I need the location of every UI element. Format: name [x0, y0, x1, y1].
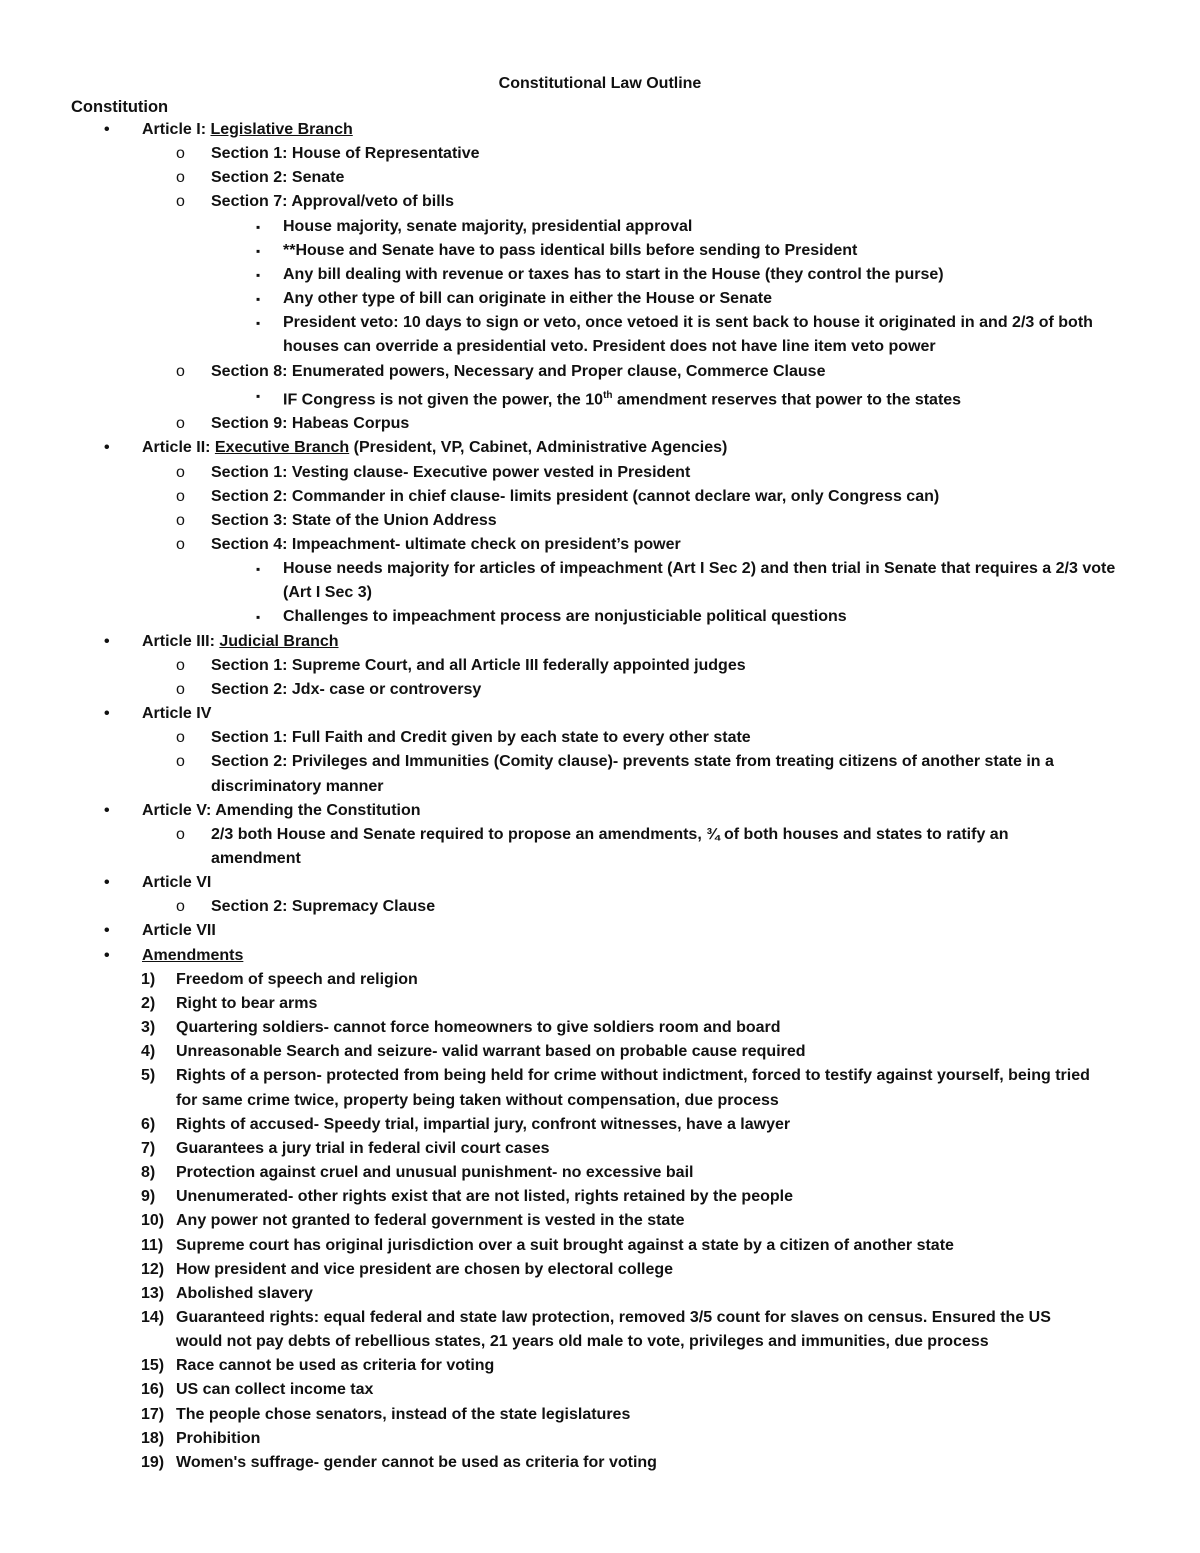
amendment-text: US can collect income tax	[176, 1381, 374, 1399]
amendment-number: 9)	[141, 1188, 156, 1206]
amendment-text: Protection against cruel and unusual punishment- no excessive bail	[176, 1164, 694, 1182]
amendment-text: Prohibition	[176, 1429, 261, 1447]
amendment-text: Any power not granted to federal government is vested in the state	[176, 1212, 685, 1230]
section-item: o Section 1: House of Representative	[0, 142, 1200, 166]
amendment-number: 15)	[141, 1357, 165, 1375]
amendment-number: 3)	[141, 1019, 156, 1037]
amendment-number: 17)	[141, 1405, 165, 1423]
section-item: o Section 3: State of the Union Address	[0, 509, 1200, 533]
amendment-text: Unenumerated- other rights exist that are not listed, rights retained by the people	[176, 1188, 793, 1206]
amendment-number: 12)	[141, 1260, 165, 1278]
amendment-number: 6)	[141, 1115, 156, 1133]
amendment-text: Rights of accused- Speedy trial, impartial jury, confront witnesses, have a lawyer	[176, 1115, 791, 1133]
document-title: Constitutional Law Outline	[498, 75, 702, 92]
amendment-item	[0, 1016, 1200, 1040]
article-label: Article III:	[142, 632, 220, 650]
amendment-text: Guarantees a jury trial in federal civil court cases	[176, 1139, 550, 1157]
amendment-item	[0, 1403, 1200, 1427]
amendment-text: Guaranteed rights: equal federal and state law protection, removed 3/5 count for slaves on census. Ensured the US would not pay debts of rebellious states, 21 years old male to vote, privileges and immunities, due process	[176, 1308, 1051, 1351]
bullet-item: ▪ **House and Senate have to pass identical bills before sending to President	[0, 239, 1200, 263]
bullet-item: ▪ House majority, senate majority, presidential approval	[0, 215, 1200, 239]
amendment-text: The people chose senators, instead of the state legislatures	[176, 1405, 631, 1423]
amendment-item	[0, 1354, 1200, 1378]
amendment-number: 16)	[141, 1381, 165, 1399]
amendment-number: 7)	[141, 1139, 156, 1157]
bullet-item: ▪ House needs majority for articles of impeachment (Art I Sec 2) and then trial in Senate that requires a 2/3 vote (Art I Sec 3)	[0, 557, 1200, 605]
section-item: o Section 2: Senate	[0, 166, 1200, 190]
amendment-number: 1)	[141, 970, 156, 988]
article-topic: Executive Branch	[214, 439, 350, 457]
article-3	[0, 630, 1200, 654]
amendment-item	[0, 1282, 1200, 1306]
amendment-number: 5)	[141, 1067, 156, 1085]
superscript: th	[603, 389, 613, 401]
section-item: o Section 2: Jdx- case or controversy	[0, 678, 1200, 702]
amendment-text: Abolished slavery	[176, 1284, 313, 1302]
amendment-item	[0, 1113, 1200, 1137]
amendment-item	[0, 992, 1200, 1016]
amendment-number: 11)	[141, 1236, 164, 1254]
article-2	[0, 436, 1200, 460]
amendment-item	[0, 1427, 1200, 1451]
amendment-text: Race cannot be used as criteria for voting	[176, 1357, 495, 1375]
amendment-text: How president and vice president are chosen by electoral college	[176, 1260, 674, 1278]
amendment-item	[0, 1306, 1200, 1354]
amendment-item	[0, 1161, 1200, 1185]
amendment-text: Women's suffrage- gender cannot be used as criteria for voting	[176, 1453, 657, 1471]
amendment-item	[0, 1137, 1200, 1161]
amendments-list	[0, 968, 1200, 1475]
amendment-number: 8)	[141, 1164, 156, 1182]
bullet-item: ▪ Any bill dealing with revenue or taxes has to start in the House (they control the purse)	[0, 263, 1200, 287]
outline-list	[0, 118, 1200, 1475]
amendment-number: 18)	[141, 1429, 165, 1447]
amendment-item	[0, 1064, 1200, 1112]
article-detail: (President, VP, Cabinet, Administrative Agencies)	[349, 439, 728, 457]
amendment-item	[0, 1378, 1200, 1402]
amendment-text: Unreasonable Search and seizure- valid warrant based on probable cause required	[176, 1043, 806, 1061]
amendment-item	[0, 1185, 1200, 1209]
section-item: o Section 1: Supreme Court, and all Article III federally appointed judges	[0, 654, 1200, 678]
article-1	[0, 118, 1200, 142]
amendment-number: 14)	[141, 1308, 165, 1326]
section-heading: Constitution	[71, 98, 169, 116]
amendment-number: 2)	[141, 994, 156, 1012]
amendment-item	[0, 1234, 1200, 1258]
article-topic: Judicial Branch	[219, 632, 339, 650]
amendment-text: Freedom of speech and religion	[176, 970, 418, 988]
article-6: • Article VI	[0, 871, 1200, 895]
amendment-number: 19)	[141, 1453, 165, 1471]
amendment-item	[0, 1451, 1200, 1475]
amendments-heading	[0, 944, 1200, 968]
article-4: • Article IV	[0, 702, 1200, 726]
section-item: o Section 9: Habeas Corpus	[0, 412, 1200, 436]
article-label: Article II:	[142, 439, 215, 457]
article-5: • Article V: Amending the Constitution	[0, 799, 1200, 823]
bullet-text: IF Congress is not given the power, the 10	[283, 391, 604, 409]
bullet-item: ▪ Challenges to impeachment process are nonjusticiable political questions	[0, 605, 1200, 629]
amendment-number: 4)	[141, 1043, 156, 1061]
bullet-item	[0, 384, 1200, 412]
section-item: o Section 2: Commander in chief clause- limits president (cannot declare war, only Congress can)	[0, 485, 1200, 509]
bullet-item: ▪ President veto: 10 days to sign or veto, once vetoed it is sent back to house it originated in and 2/3 of both houses can override a presidential veto. President does not have line item veto power	[0, 311, 1200, 359]
section-item: o Section 4: Impeachment- ultimate check on president’s power	[0, 533, 1200, 557]
article-topic: Legislative Branch	[210, 121, 353, 138]
section-item: o Section 2: Privileges and Immunities (Comity clause)- prevents state from treating citizens of another state in a discriminatory manner	[0, 750, 1200, 798]
bullet-item: ▪ Any other type of bill can originate in either the House or Senate	[0, 287, 1200, 311]
section-item: o 2/3 both House and Senate required to propose an amendments, ¾ of both houses and states to ratify an amendment	[0, 823, 1200, 871]
amendment-item	[0, 968, 1200, 992]
amendment-text: Right to bear arms	[176, 994, 318, 1012]
section-item: o Section 7: Approval/veto of bills	[0, 190, 1200, 214]
amendment-number: 10)	[141, 1212, 165, 1230]
amendment-item	[0, 1209, 1200, 1233]
article-label: Article I:	[142, 121, 211, 138]
amendment-number: 13)	[141, 1284, 165, 1302]
section-item: o Section 1: Vesting clause- Executive power vested in President	[0, 461, 1200, 485]
amendment-item	[0, 1040, 1200, 1064]
amendment-text: Supreme court has original jurisdiction over a suit brought against a state by a citizen of another state	[176, 1236, 954, 1254]
amendments-label: Amendments	[142, 946, 244, 964]
amendment-text: Rights of a person- protected from being held for crime without indictment, forced to testify against yourself, being tried for same crime twice, property being taken without compensation, due process	[176, 1067, 1090, 1109]
amendment-text: Quartering soldiers- cannot force homeowners to give soldiers room and board	[176, 1019, 781, 1037]
section-item: o Section 2: Supremacy Clause	[0, 895, 1200, 919]
bullet-text: amendment reserves that power to the states	[612, 391, 962, 409]
section-item: o Section 1: Full Faith and Credit given by each state to every other state	[0, 726, 1200, 750]
section-item: o Section 8: Enumerated powers, Necessary and Proper clause, Commerce Clause	[0, 360, 1200, 384]
article-7: • Article VII	[0, 919, 1200, 943]
amendment-item	[0, 1258, 1200, 1282]
